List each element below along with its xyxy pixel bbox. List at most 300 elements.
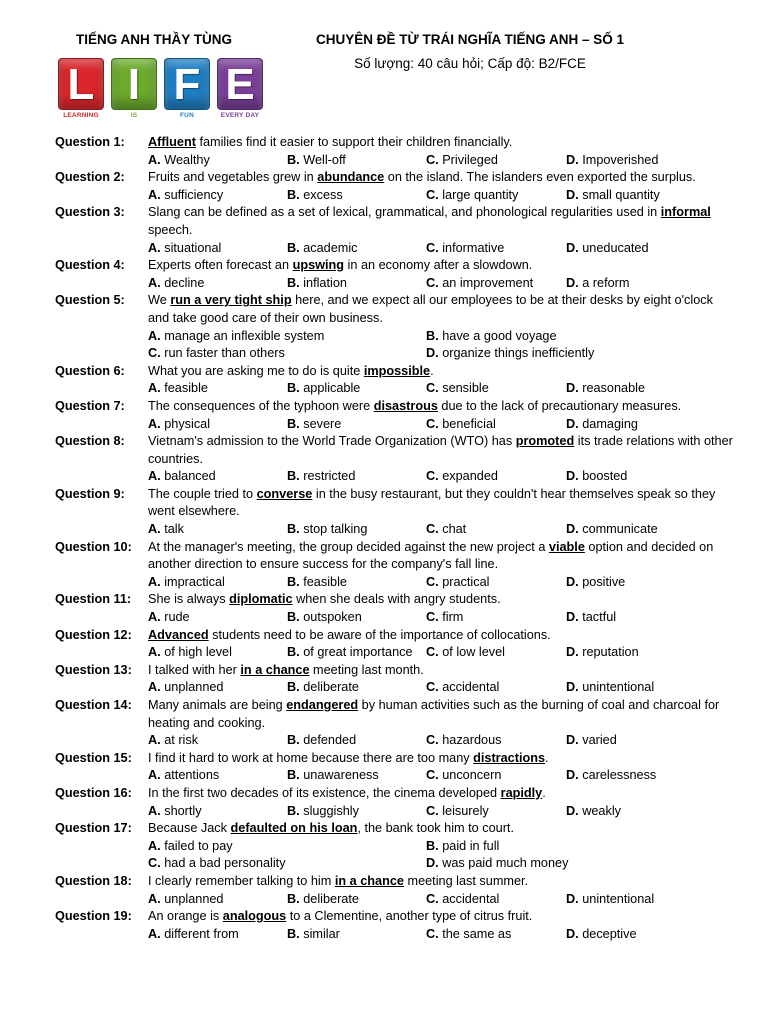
- answer-option: [426, 855, 568, 873]
- option-letter: B.: [287, 926, 300, 941]
- answer-option: [426, 609, 463, 627]
- question-text: [148, 785, 735, 803]
- option-letter: D.: [566, 645, 579, 660]
- option-text: restricted: [303, 469, 356, 484]
- option-text: positive: [582, 574, 626, 589]
- question-text: [148, 292, 735, 327]
- logo-letter-e: E: [217, 58, 263, 110]
- answer-options-row: [148, 855, 735, 873]
- answer-option: [148, 767, 219, 785]
- question-text: [148, 204, 735, 239]
- answer-option: [148, 152, 210, 170]
- document-title: CHUYÊN ĐỀ TỪ TRÁI NGHĨA TIẾNG ANH – SỐ 1: [316, 32, 624, 47]
- answer-options-row: [148, 679, 735, 697]
- answer-option: [287, 926, 340, 944]
- option-letter: B.: [287, 645, 300, 660]
- teacher-brand-title: TIẾNG ANH THẦY TÙNG: [76, 32, 233, 47]
- option-text: situational: [164, 240, 222, 255]
- answer-option: [287, 679, 359, 697]
- logo-caption-every-day: EVERY DAY: [220, 112, 260, 119]
- question-row: [55, 204, 735, 239]
- answer-option: [148, 609, 190, 627]
- question-row: [55, 433, 735, 468]
- question-text-segment: option and decided on another direction to ensure success for the company's fall line.: [148, 539, 714, 572]
- question-text: [148, 398, 735, 416]
- question-text-segment: Fruits and vegetables grew in: [148, 170, 318, 185]
- answer-options-row: [148, 609, 735, 627]
- option-letter: A.: [148, 645, 161, 660]
- question-text-segment: .: [430, 363, 434, 378]
- underlined-target-word: informal: [660, 205, 711, 220]
- option-text: communicate: [582, 522, 658, 537]
- question-text-segment: Vietnam's admission to the World Trade Organization (WTO) has: [148, 434, 516, 449]
- underlined-target-word: rapidly: [500, 785, 543, 800]
- option-text: large quantity: [442, 187, 519, 202]
- question-text: [148, 591, 735, 609]
- option-text: a reform: [582, 275, 630, 290]
- answer-option: [287, 891, 359, 909]
- logo-letter-i: I: [111, 58, 157, 110]
- option-letter: C.: [148, 856, 161, 871]
- option-letter: A.: [148, 733, 161, 748]
- answer-option: [426, 803, 489, 821]
- option-text: unawareness: [303, 768, 379, 783]
- answer-option: [426, 732, 501, 750]
- question-text-segment: An orange is: [148, 909, 223, 924]
- option-text: practical: [442, 574, 490, 589]
- option-text: boosted: [582, 469, 628, 484]
- question-text-segment: The consequences of the typhoon were: [148, 398, 374, 413]
- answer-options-row: [148, 732, 735, 750]
- option-text: Impoverished: [582, 152, 659, 167]
- answer-options-row: [148, 803, 735, 821]
- option-letter: D.: [566, 522, 579, 537]
- answer-option: [566, 380, 645, 398]
- answer-option: [566, 416, 638, 434]
- option-text: organize things inefficiently: [442, 346, 595, 361]
- option-text: sufficiency: [164, 187, 224, 202]
- answer-option: [287, 521, 367, 539]
- answer-option: [287, 644, 413, 662]
- question-text-segment: when she deals with angry students.: [292, 592, 501, 607]
- question-text-segment: Slang can be defined as a set of lexical, grammatical, and phonological regularities used in: [148, 205, 661, 220]
- question-label: Question 10:: [55, 539, 132, 554]
- option-letter: D.: [566, 152, 579, 167]
- option-letter: D.: [566, 891, 579, 906]
- answer-option: [148, 275, 204, 293]
- option-text: balanced: [164, 469, 216, 484]
- question-row: [55, 750, 735, 768]
- option-letter: A.: [148, 381, 161, 396]
- question-text: [148, 697, 735, 732]
- answer-options-row: [148, 521, 735, 539]
- question-item: [55, 204, 735, 257]
- option-text: defended: [303, 733, 357, 748]
- answer-option: [287, 275, 347, 293]
- option-letter: C.: [426, 187, 439, 202]
- answer-option: [566, 187, 660, 205]
- option-text: of great importance: [303, 645, 413, 660]
- question-label: Question 9:: [55, 486, 125, 501]
- question-item: [55, 591, 735, 626]
- question-row: [55, 820, 735, 838]
- option-letter: D.: [566, 187, 579, 202]
- question-text-segment: I talked with her: [148, 662, 241, 677]
- option-text: talk: [164, 522, 184, 537]
- underlined-target-word: defaulted on his loan: [230, 821, 358, 836]
- question-label: Question 15:: [55, 750, 132, 765]
- option-letter: D.: [566, 610, 579, 625]
- question-text: [148, 908, 735, 926]
- option-letter: D.: [566, 469, 579, 484]
- question-text-segment: We: [148, 293, 171, 308]
- option-text: weakly: [582, 803, 621, 818]
- answer-option: [148, 468, 216, 486]
- question-text-segment: here, and we expect all our employees to be at their desks by eight o'clock and take good care of their own business.: [148, 293, 713, 325]
- option-letter: A.: [148, 187, 161, 202]
- option-letter: D.: [566, 574, 579, 589]
- underlined-target-word: endangered: [286, 698, 359, 712]
- answer-option: [566, 732, 617, 750]
- option-text: of high level: [164, 645, 232, 660]
- option-text: attentions: [164, 768, 220, 783]
- question-row: [55, 257, 735, 275]
- question-text-segment: by human activities such as the burning of coal and charcoal for heating and cooking.: [148, 698, 720, 730]
- question-text-segment: , the bank took him to court.: [357, 821, 514, 836]
- option-text: Privileged: [442, 152, 498, 167]
- logo-caption-is: IS: [130, 112, 138, 119]
- option-text: similar: [303, 926, 340, 941]
- question-text-segment: .: [545, 750, 549, 765]
- option-letter: A.: [148, 275, 161, 290]
- option-text: sensible: [442, 381, 489, 396]
- question-text-segment: its trade relations with other countries.: [148, 434, 733, 466]
- answer-option: [287, 152, 346, 170]
- underlined-target-word: converse: [256, 486, 313, 501]
- question-text-segment: Because Jack: [148, 821, 231, 836]
- option-text: unplanned: [164, 680, 224, 695]
- option-text: damaging: [582, 416, 638, 431]
- answer-option: [426, 767, 501, 785]
- question-text-segment: What you are asking me to do is quite: [148, 363, 364, 378]
- option-text: uneducated: [582, 240, 649, 255]
- question-item: [55, 908, 735, 943]
- question-row: [55, 591, 735, 609]
- option-letter: C.: [426, 381, 439, 396]
- question-item: [55, 292, 735, 362]
- question-text-segment: due to the lack of precautionary measures.: [437, 398, 682, 413]
- answer-options-row: [148, 187, 735, 205]
- option-text: shortly: [164, 803, 202, 818]
- option-text: sluggishly: [303, 803, 359, 818]
- question-text: [148, 134, 735, 152]
- question-item: [55, 750, 735, 785]
- option-letter: A.: [148, 328, 161, 343]
- logo-letter-l: L: [58, 58, 104, 110]
- answer-option: [148, 521, 184, 539]
- answer-option: [566, 926, 637, 944]
- answer-options-row: [148, 767, 735, 785]
- question-item: [55, 398, 735, 433]
- answer-option: [426, 328, 557, 346]
- answer-option: [566, 521, 658, 539]
- question-label: Question 6:: [55, 363, 125, 378]
- option-text: inflation: [303, 275, 347, 290]
- option-letter: B.: [287, 240, 300, 255]
- option-text: beneficial: [442, 416, 496, 431]
- question-text: [148, 820, 735, 838]
- option-letter: C.: [426, 803, 439, 818]
- question-label: Question 14:: [55, 698, 132, 712]
- question-text: [148, 750, 735, 768]
- option-letter: B.: [287, 152, 300, 167]
- question-label: Question 17:: [55, 821, 132, 836]
- option-text: Wealthy: [164, 152, 210, 167]
- answer-options-row: [148, 416, 735, 434]
- underlined-target-word: in a chance: [334, 873, 404, 888]
- question-text-segment: At the manager's meeting, the group decided against the new project a: [148, 539, 549, 554]
- answer-options-row: [148, 838, 735, 856]
- option-text: expanded: [442, 469, 498, 484]
- question-label: Question 8:: [55, 434, 125, 449]
- option-letter: A.: [148, 926, 161, 941]
- option-text: tactful: [582, 610, 617, 625]
- question-label: Question 16:: [55, 785, 132, 800]
- answer-option: [287, 574, 347, 592]
- answer-option: [148, 926, 239, 944]
- answer-options-row: [148, 380, 735, 398]
- answer-option: [426, 838, 499, 856]
- option-letter: B.: [287, 768, 300, 783]
- question-item: [55, 697, 735, 750]
- answer-option: [148, 732, 198, 750]
- answer-option: [287, 380, 360, 398]
- answer-option: [566, 803, 621, 821]
- underlined-target-word: run a very tight ship: [170, 293, 292, 308]
- option-text: severe: [303, 416, 342, 431]
- answer-option: [566, 574, 625, 592]
- document-subtitle: Số lượng: 40 câu hỏi; Cấp độ: B2/FCE: [354, 56, 586, 71]
- question-text-segment: .: [542, 785, 546, 800]
- option-text: Well-off: [303, 152, 346, 167]
- option-text: varied: [582, 733, 617, 748]
- question-text: [148, 662, 735, 680]
- underlined-target-word: Advanced: [148, 627, 209, 642]
- option-text: deliberate: [303, 680, 359, 695]
- underlined-target-word: upswing: [292, 258, 345, 273]
- question-row: [55, 627, 735, 645]
- question-label: Question 5:: [55, 293, 125, 308]
- answer-option: [287, 803, 359, 821]
- question-item: [55, 363, 735, 398]
- logo-caption-learning: LEARNING: [63, 112, 99, 119]
- question-item: [55, 662, 735, 697]
- question-row: [55, 697, 735, 732]
- option-letter: A.: [148, 610, 161, 625]
- answer-option: [148, 240, 221, 258]
- answer-option: [148, 855, 286, 873]
- option-letter: C.: [426, 152, 439, 167]
- option-text: the same as: [442, 926, 512, 941]
- answer-option: [566, 468, 627, 486]
- question-item: [55, 134, 735, 169]
- option-letter: B.: [426, 328, 439, 343]
- question-text-segment: meeting last month.: [309, 662, 424, 677]
- answer-option: [426, 240, 504, 258]
- answer-option: [148, 416, 210, 434]
- logo-letter-f: F: [164, 58, 210, 110]
- answer-option: [148, 838, 233, 856]
- question-text-segment: in an economy after a slowdown.: [344, 258, 533, 273]
- question-label: Question 18:: [55, 873, 132, 888]
- option-text: firm: [442, 610, 464, 625]
- option-letter: C.: [426, 522, 439, 537]
- option-letter: D.: [566, 416, 579, 431]
- option-letter: B.: [287, 733, 300, 748]
- answer-option: [426, 468, 498, 486]
- answer-option: [426, 574, 489, 592]
- option-text: academic: [303, 240, 358, 255]
- option-text: hazardous: [442, 733, 502, 748]
- option-text: leisurely: [442, 803, 489, 818]
- question-row: [55, 873, 735, 891]
- option-letter: B.: [287, 680, 300, 695]
- option-text: impractical: [164, 574, 225, 589]
- option-text: rude: [164, 610, 190, 625]
- option-letter: B.: [287, 416, 300, 431]
- option-text: small quantity: [582, 187, 660, 202]
- answer-option: [426, 345, 594, 363]
- option-letter: C.: [426, 768, 439, 783]
- option-text: accidental: [442, 680, 500, 695]
- option-letter: A.: [148, 838, 161, 853]
- answer-option: [287, 240, 358, 258]
- option-text: feasible: [303, 574, 347, 589]
- option-text: deceptive: [582, 926, 637, 941]
- question-label: Question 19:: [55, 909, 132, 924]
- option-letter: D.: [566, 768, 579, 783]
- document-header: [300, 32, 640, 71]
- question-text-segment: I clearly remember talking to him: [148, 873, 335, 888]
- question-row: [55, 908, 735, 926]
- option-letter: D.: [566, 926, 579, 941]
- answer-options-row: [148, 240, 735, 258]
- underlined-target-word: diplomatic: [229, 592, 293, 607]
- question-item: [55, 539, 735, 592]
- option-text: reasonable: [582, 381, 645, 396]
- option-text: carelessness: [582, 768, 657, 783]
- option-text: deliberate: [303, 891, 359, 906]
- question-label: Question 7:: [55, 398, 125, 413]
- question-item: [55, 820, 735, 873]
- option-text: feasible: [164, 381, 208, 396]
- option-letter: C.: [426, 416, 439, 431]
- option-text: excess: [303, 187, 343, 202]
- option-letter: B.: [287, 522, 300, 537]
- question-item: [55, 257, 735, 292]
- question-label: Question 12:: [55, 627, 132, 642]
- question-item: [55, 486, 735, 539]
- question-label: Question 4:: [55, 258, 125, 273]
- option-text: unconcern: [442, 768, 502, 783]
- option-text: informative: [442, 240, 505, 255]
- question-text-segment: The couple tried to: [148, 486, 257, 501]
- answer-option: [426, 521, 466, 539]
- answer-option: [426, 416, 496, 434]
- option-letter: C.: [426, 645, 439, 660]
- answer-option: [148, 891, 224, 909]
- question-item: [55, 169, 735, 204]
- answer-option: [148, 574, 225, 592]
- option-letter: A.: [148, 891, 161, 906]
- option-text: have a good voyage: [442, 328, 557, 343]
- answer-options-row: [148, 574, 735, 592]
- option-letter: B.: [287, 803, 300, 818]
- underlined-target-word: Affluent: [148, 135, 196, 149]
- option-letter: C.: [426, 469, 439, 484]
- question-text: [148, 539, 735, 574]
- option-letter: C.: [426, 680, 439, 695]
- option-letter: D.: [566, 680, 579, 695]
- answer-option: [426, 380, 489, 398]
- option-letter: D.: [566, 240, 579, 255]
- answer-options-row: [148, 345, 735, 363]
- question-text-segment: I find it hard to work at home because there are too many: [148, 750, 474, 765]
- answer-option: [287, 732, 356, 750]
- answer-option: [148, 380, 208, 398]
- underlined-target-word: promoted: [515, 434, 575, 449]
- option-text: unplanned: [164, 891, 224, 906]
- option-letter: B.: [287, 187, 300, 202]
- option-text: different from: [164, 926, 239, 941]
- question-text: [148, 363, 735, 381]
- question-row: [55, 785, 735, 803]
- answer-options-row: [148, 152, 735, 170]
- option-text: applicable: [303, 381, 361, 396]
- question-text-segment: students need to be aware of the importance of collocations.: [208, 627, 551, 642]
- question-label: Question 1:: [55, 135, 125, 149]
- option-text: of low level: [442, 645, 505, 660]
- answer-option: [287, 767, 379, 785]
- option-letter: A.: [148, 152, 161, 167]
- question-row: [55, 169, 735, 187]
- question-text-segment: Experts often forecast an: [148, 258, 293, 273]
- option-letter: A.: [148, 240, 161, 255]
- question-label: Question 11:: [55, 592, 132, 607]
- underlined-target-word: disastrous: [373, 398, 438, 413]
- option-letter: A.: [148, 768, 161, 783]
- question-row: [55, 134, 735, 152]
- question-text-segment: Many animals are being: [148, 698, 287, 712]
- question-text: [148, 873, 735, 891]
- underlined-target-word: impossible: [363, 363, 431, 378]
- option-letter: D.: [566, 275, 579, 290]
- option-text: outspoken: [303, 610, 362, 625]
- answer-option: [426, 275, 533, 293]
- logo-caption-fun: FUN: [180, 112, 194, 119]
- question-item: [55, 433, 735, 486]
- answer-option: [566, 767, 656, 785]
- answer-options-row: [148, 891, 735, 909]
- answer-option: [566, 609, 616, 627]
- option-letter: B.: [287, 610, 300, 625]
- option-letter: B.: [287, 891, 300, 906]
- answer-option: [287, 468, 355, 486]
- answer-option: [287, 187, 343, 205]
- answer-option: [287, 609, 362, 627]
- option-text: physical: [164, 416, 211, 431]
- question-row: [55, 398, 735, 416]
